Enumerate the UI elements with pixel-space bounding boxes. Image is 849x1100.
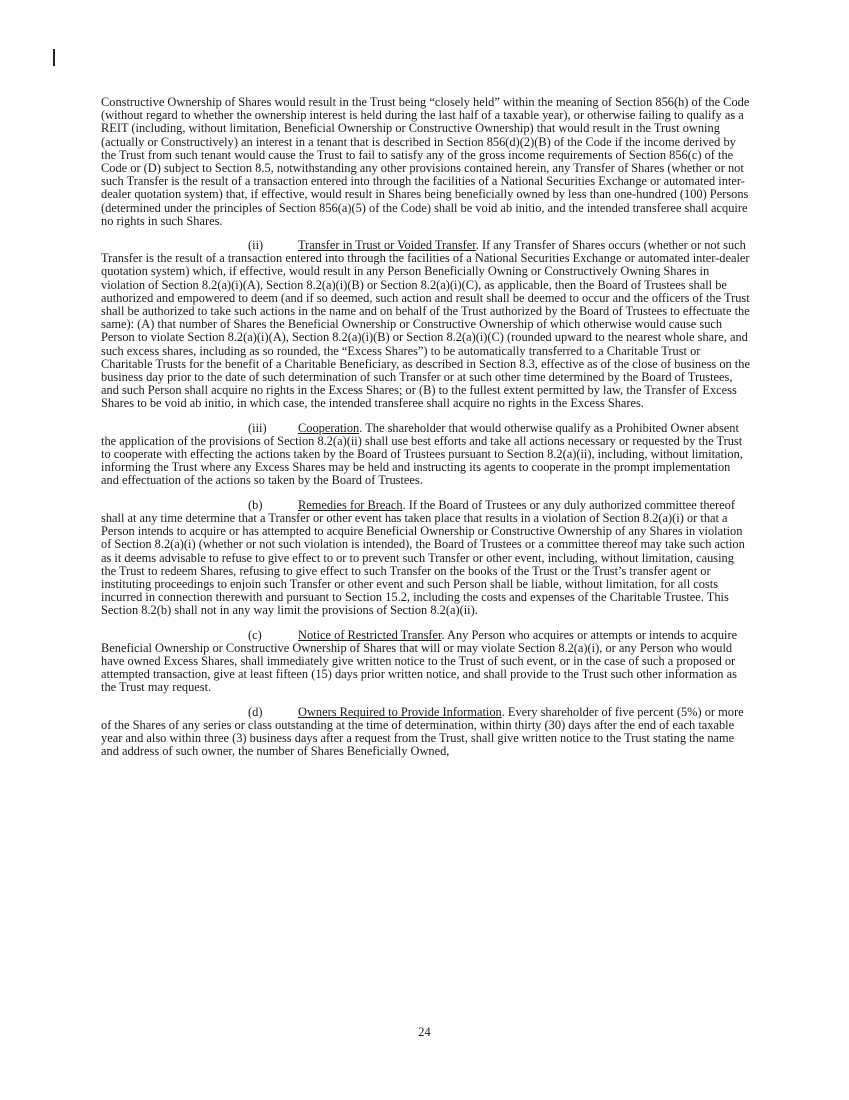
section-b-text: . If the Board of Trustees or any duly authorized committee thereof shall at any time determine that a Transfer or other event has taken place that results in a violation of Section 8.2(a)(i) or that a Person intends to acquire or has attempted to acquire Beneficial Ownership or Constructive Ownership of any Shares in violation of Section 8.2(a)(i) (whether or not such violation is intended), the Board of Trustees or a committee thereof may take such action as it deems advisable to refuse to give effect to or to prevent such Transfer or other event, including, without limitation, causing the Trust to redeem Shares, refusing to give effect to such Transfer on the books of the Trust or the Trust’s transfer agent or instituting proceedings to enjoin such Transfer or other event and such Person shall be liable, without limitation, for all costs incurred in connection therewith and pursuant to Section 15.2, including the costs and expenses of the Charitable Trustee. This Section 8.2(b) shall not in any way limit the provisions of Section 8.2(a)(ii). (101, 497, 745, 618)
section-d-number: (d) (248, 704, 263, 719)
section-c-paragraph (101, 629, 751, 695)
section-ii-text: . If any Transfer of Shares occurs (whether or not such Transfer is the result of a transaction entered into through the facilities of a National Securities Exchange or automated inter-dealer quotation system) which, if effective, would result in any Person Beneficially Owning or Constructively Owning Shares in violation of Section 8.2(a)(i)(A), Section 8.2(a)(i)(B) or Section 8.2(a)(i)(C), as applicable, then the Board of Trustees shall be authorized and empowered to deem (and if so deemed, such action and result shall be deemed to occur and the officers of the Trust shall be authorized to take such actions in the name and on behalf of the Trust authorized by the Board of Trustees to effectuate the same): (A) that number of Shares the Beneficial Ownership or Constructive Ownership of which otherwise would cause such Person to violate Section 8.2(a)(i)(A), Section 8.2(a)(i)(B) or Section 8.2(a)(i)(C) (rounded upward to the nearest whole share, and such excess shares, including as so rounded, the “Excess Shares”) to be automatically transferred to a Charitable Trust or Charitable Trusts for the benefit of a Charitable Beneficiary, as described in Section 8.3, effective as of the close of business on the business day prior to the date of such determination of such Transfer or at such other time determined by the Board of Trustees, and such Person shall acquire no rights in the Excess Shares; or (B) to the fullest extent permitted by law, the Transfer of Excess Shares to be void ab initio, in which case, the intended transferee shall acquire no rights in the Excess Shares. (101, 238, 750, 411)
section-d-heading: Owners Required to Provide Information (298, 704, 502, 719)
body-text (101, 96, 751, 769)
page-number: 24 (418, 1025, 431, 1039)
intro-paragraph: Constructive Ownership of Shares would result in the Trust being “closely held” within the meaning of Section 856(h) of the Code (without regard to whether the ownership interest is held during the last half of a taxable year), or otherwise failing to qualify as a REIT (including, without limitation, Beneficial Ownership or Constructive Ownership) that would result in the Trust owning (actually or Constructively) an interest in a tenant that is described in Section 856(d)(2)(B) of the Code if the income derived by the Trust from such tenant would cause the Trust to fail to satisfy any of the gross income requirements of Section 856(c) of the Code or (D) subject to Section 8.5, notwithstanding any other provisions contained herein, any Transfer of Shares (whether or not such Transfer is the result of a transaction entered into through the facilities of a National Securities Exchange or automated inter-dealer quotation system) that, if effective, would result in Shares being beneficially owned by less than one-hundred (100) Persons (determined under the principles of Section 856(a)(5) of the Code) shall be void ab initio, and the intended transferee shall acquire no rights in such Shares. (101, 95, 750, 228)
section-ii-heading: Transfer in Trust or Voided Transfer (298, 238, 476, 253)
section-c-heading: Notice of Restricted Transfer (298, 627, 442, 642)
section-c-text: . Any Person who acquires or attempts or intends to acquire Beneficial Ownership or Constructive Ownership of Shares that will or may violate Section 8.2(a)(i), or any Person who would have owned Excess Shares, shall immediately give written notice to the Trust of such event, or in the case of such a proposed or attempted transaction, give at least fifteen (15) days prior written notice, and shall provide to the Trust such other information as the Trust may request. (101, 627, 738, 695)
section-b-number: (b) (248, 497, 263, 512)
section-ii-paragraph (101, 239, 751, 411)
section-d-paragraph (101, 706, 751, 759)
section-d-text: . Every shareholder of five percent (5%) or more of the Shares of any series or class outstanding at the time of determination, within thirty (30) days after the end of each taxable year and also within three (3) business days after a request from the Trust, shall give written notice to the Trust stating the name and address of such owner, the number of Shares Beneficially Owned, (101, 704, 744, 759)
text-cursor-mark (53, 49, 55, 66)
section-b-heading: Remedies for Breach (298, 497, 403, 512)
section-c-number: (c) (248, 627, 262, 642)
section-b-paragraph (101, 499, 751, 618)
section-iii-text: . The shareholder that would otherwise qualify as a Prohibited Owner absent the application of the provisions of Section 8.2(a)(ii) shall use best efforts and take all actions necessary or requested by the Trust to cooperate with effecting the actions taken by the Board of Trustees pursuant to Section 8.2(a)(ii), including, without limitation, informing the Trust where any Excess Shares may be held and instructing its agents to cooperate in the prompt implementation and effectuation of the actions so taken by the Board of Trustees. (101, 420, 743, 488)
section-ii-number: (ii) (248, 238, 264, 253)
section-iii-heading: Cooperation (298, 420, 360, 435)
section-iii-number: (iii) (248, 420, 267, 435)
section-iii-paragraph (101, 422, 751, 488)
